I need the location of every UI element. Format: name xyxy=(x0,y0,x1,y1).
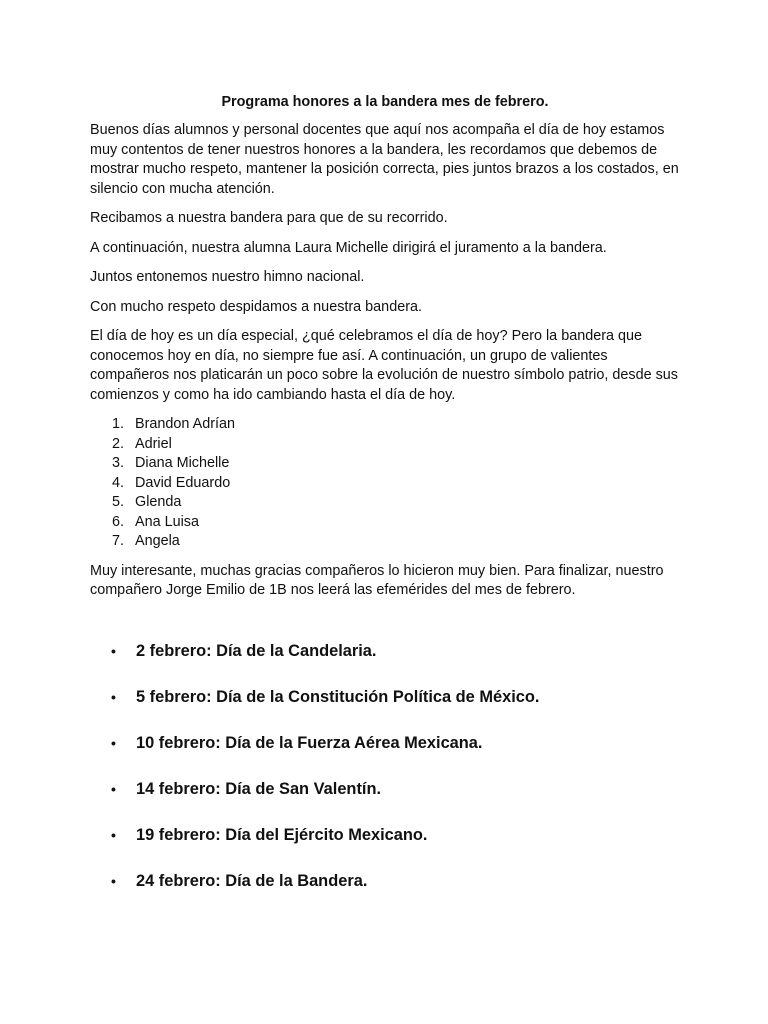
student-name: Ana Luisa xyxy=(135,513,200,530)
student-name: Adriel xyxy=(135,435,172,452)
paragraph-oath: A continuación, nuestra alumna Laura Michelle dirigirá el juramento a la bandera. xyxy=(90,239,607,256)
bullet-icon: • xyxy=(111,827,116,843)
paragraph-special-day: El día de hoy es un día especial, ¿qué celebramos el día de hoy? Pero la bandera que conocemos hoy en día, no siempre fue así. A continuación, un grupo de valientes compañeros nos platicarán un poco sobre la evolución de nuestro símbolo patrio, desde sus comienzos y como ha ido cambiando hasta el día de hoy. xyxy=(90,328,678,403)
event-item xyxy=(90,870,539,916)
paragraph-anthem: Juntos entonemos nuestro himno nacional. xyxy=(90,269,365,285)
list-number: 4. xyxy=(112,474,125,491)
event-text: 24 febrero: Día de la Bandera. xyxy=(136,872,368,890)
paragraph-farewell: Con mucho respeto despidamos a nuestra bandera. xyxy=(90,298,422,315)
list-number: 3. xyxy=(112,455,125,471)
event-text: 10 febrero: Día de la Fuerza Aérea Mexicana. xyxy=(136,734,483,752)
list-item xyxy=(90,513,680,533)
student-name: Angela xyxy=(135,533,180,549)
list-item xyxy=(90,415,680,435)
student-name: Brandon Adrían xyxy=(135,416,236,432)
student-name: Glenda xyxy=(135,494,182,510)
list-item xyxy=(90,474,680,494)
document-page xyxy=(90,94,680,890)
event-text: 14 febrero: Día de San Valentín. xyxy=(136,780,382,798)
paragraph-greeting: Buenos días alumnos y personal docentes que aquí nos acompaña el día de hoy estamos muy contentos de tener nuestros honores a la bandera, les recordamos que debemos de mostrar mucho respeto, mantener la posición correcta, pies juntos brazos a los costados, en silencio con mucha atención. xyxy=(90,122,679,197)
bullet-icon: • xyxy=(111,735,116,751)
event-item xyxy=(90,686,539,732)
event-text: 5 febrero: Día de la Constitución Política de México. xyxy=(136,688,540,706)
events-list xyxy=(90,640,539,916)
event-text: 2 febrero: Día de la Candelaria. xyxy=(136,642,377,660)
paragraph-receive-flag: Recibamos a nuestra bandera para que de su recorrido. xyxy=(90,210,448,226)
bullet-icon: • xyxy=(111,689,116,705)
document-title: Programa honores a la bandera mes de febrero. xyxy=(221,94,549,110)
event-text: 19 febrero: Día del Ejército Mexicano. xyxy=(136,826,428,844)
list-item xyxy=(90,493,680,513)
student-name: David Eduardo xyxy=(135,474,231,491)
list-item xyxy=(90,454,680,474)
list-item xyxy=(90,532,680,552)
list-number: 2. xyxy=(112,435,125,452)
list-number: 7. xyxy=(112,533,125,549)
student-name: Diana Michelle xyxy=(135,455,230,471)
bullet-icon: • xyxy=(111,781,116,797)
paragraph-closing: Muy interesante, muchas gracias compañeros lo hicieron muy bien. Para finalizar, nuestro compañero Jorge Emilio de 1B nos leerá las efemérides del mes de febrero. xyxy=(90,562,664,598)
list-number: 6. xyxy=(112,513,125,530)
list-number: 1. xyxy=(112,416,125,432)
list-item xyxy=(90,435,680,455)
list-number: 5. xyxy=(112,494,125,510)
event-item xyxy=(90,824,539,870)
bullet-icon: • xyxy=(111,643,116,659)
event-item xyxy=(90,732,539,778)
bullet-icon: • xyxy=(111,873,116,889)
event-item xyxy=(90,640,539,686)
students-list xyxy=(90,415,680,552)
event-item xyxy=(90,778,539,824)
